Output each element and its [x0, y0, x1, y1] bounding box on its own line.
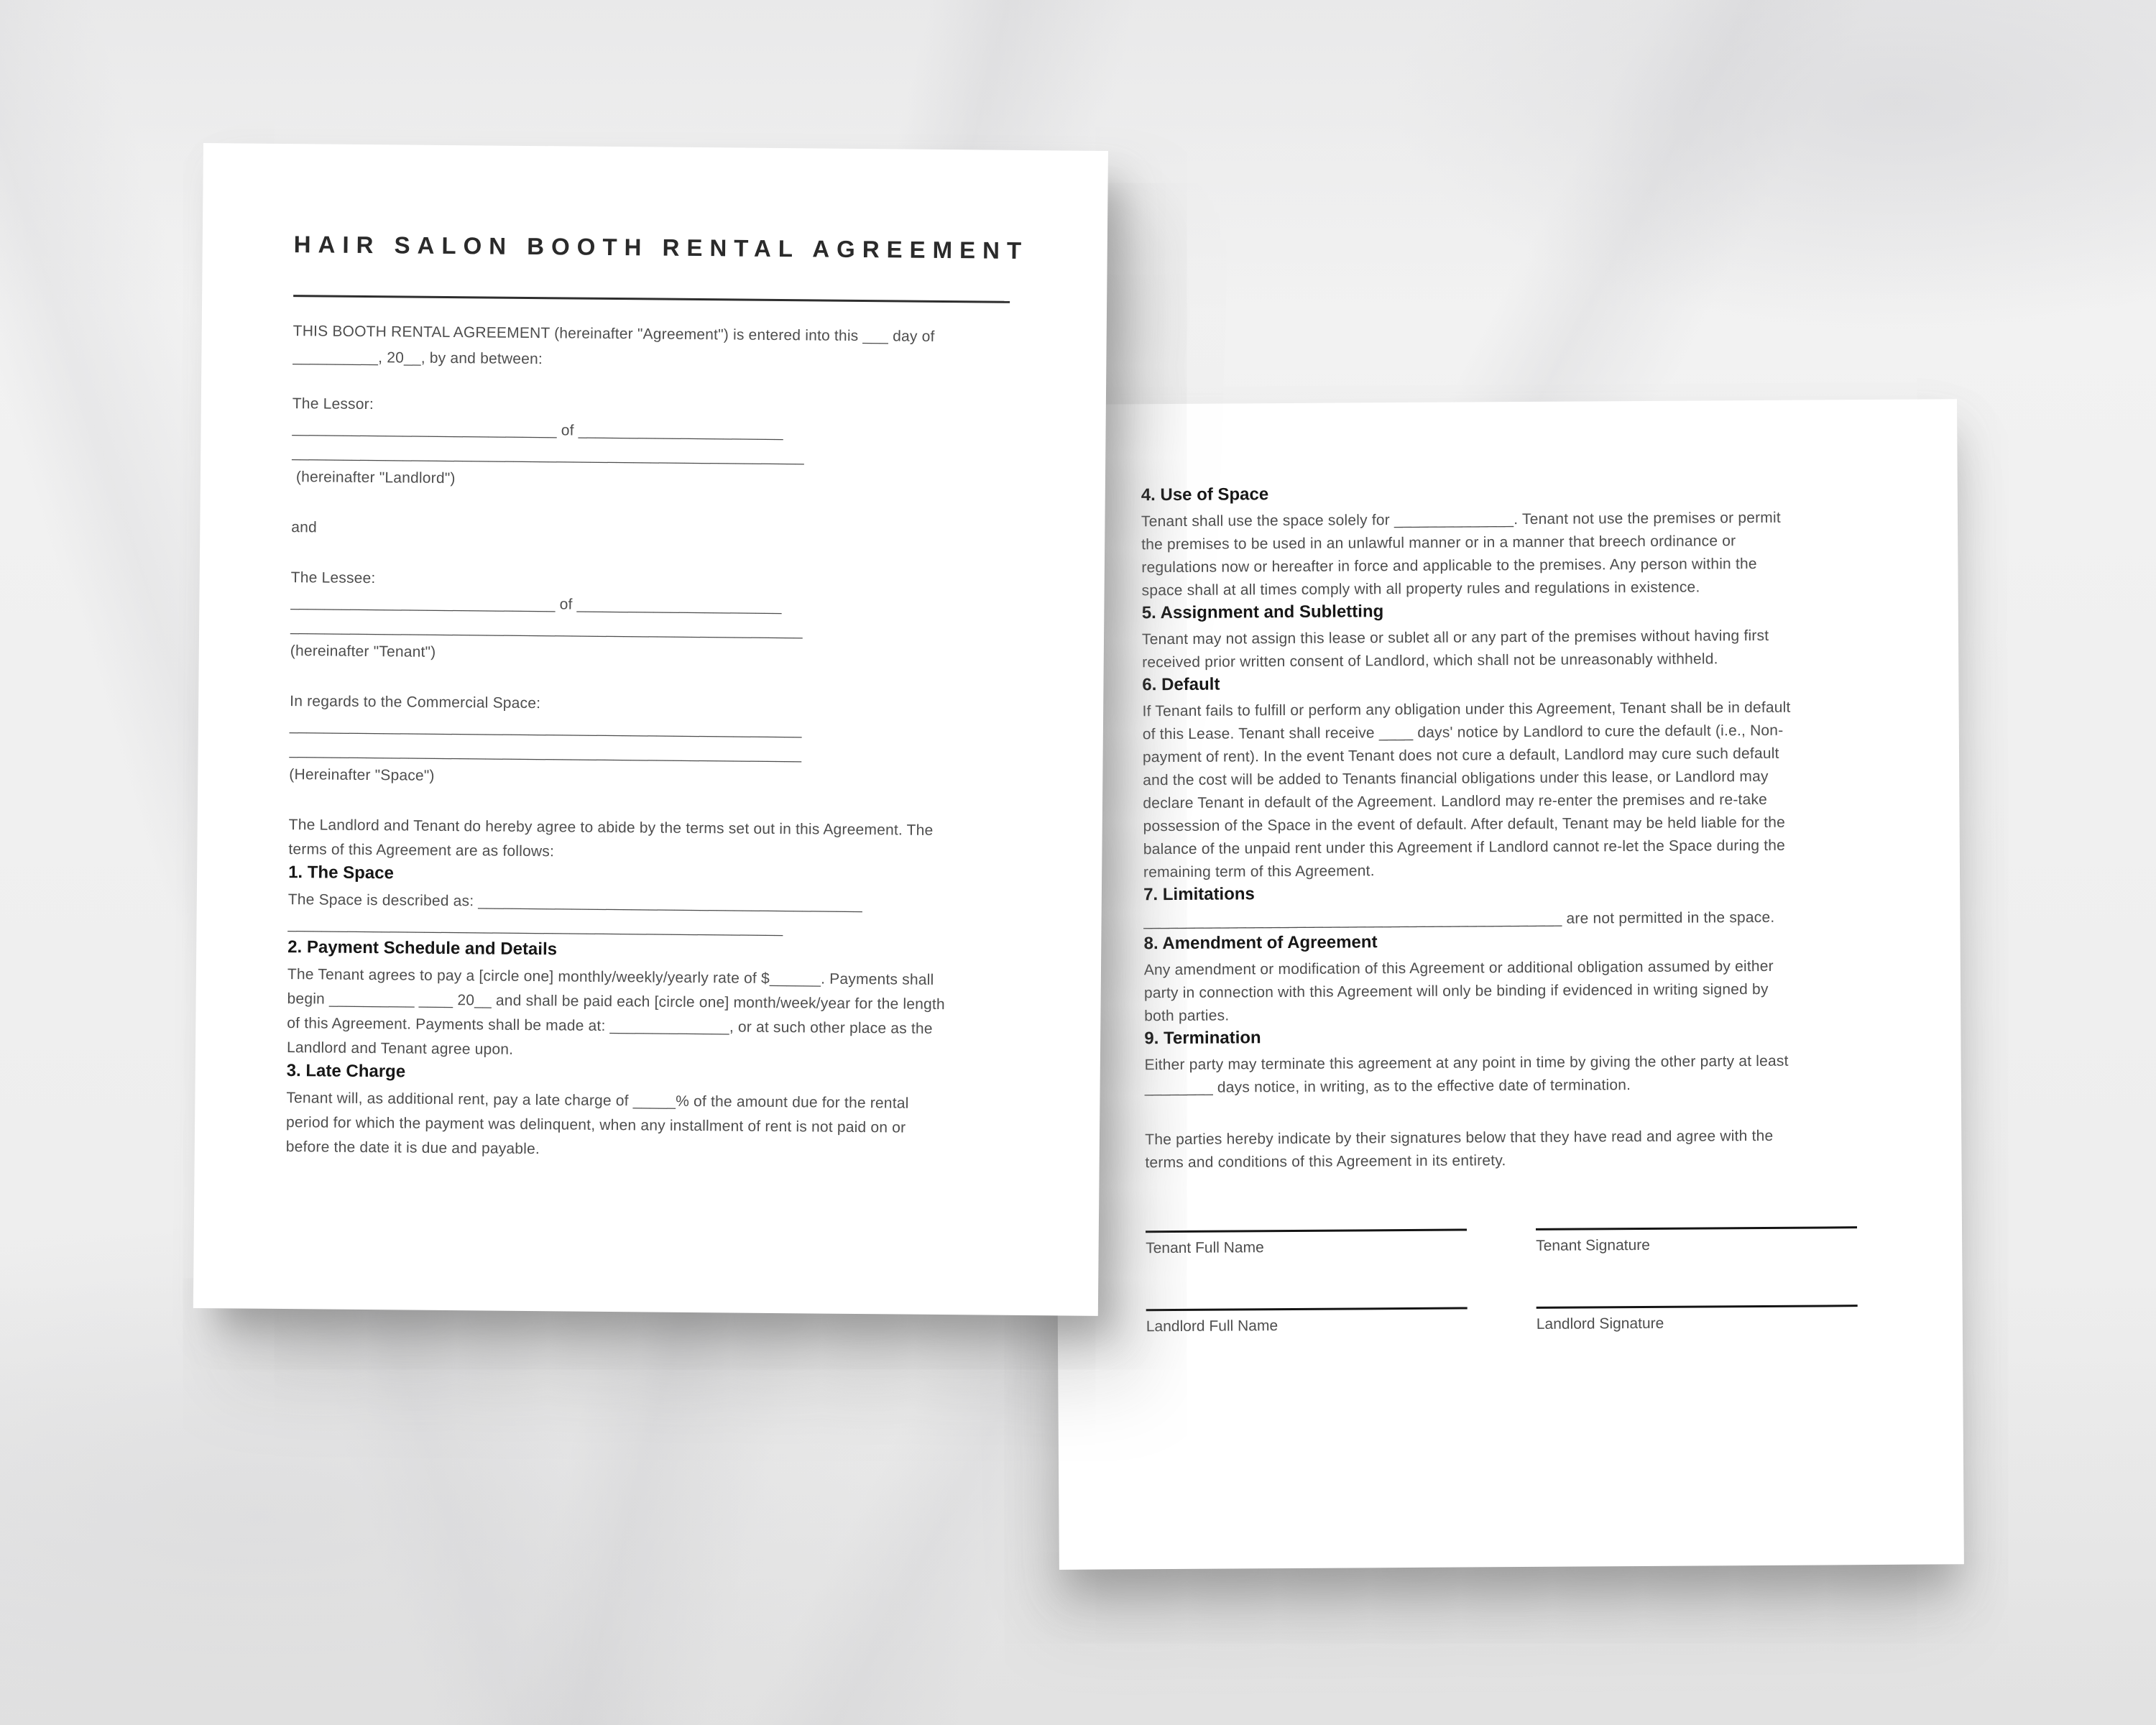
page-title: HAIR SALON BOOTH RENTAL AGREEMENT [293, 231, 1029, 264]
section-5-body: Tenant may not assign this lease or sublet all or any part of the premises without having first received prior written consent of Landlord, which shall not be unreasonably withheld. [1141, 627, 1769, 671]
section-3-body: Tenant will, as additional rent, pay a late charge of _____% of the amount due for the rental period for which the payment was delinquent, when any installment of rent is not paid on or before the date it is due and payable. [285, 1090, 909, 1158]
section-9-heading: 9. Termination [1144, 1028, 1261, 1049]
landlord-signature-label: Landlord Signature [1536, 1315, 1664, 1333]
section-8-body: Any amendment or modification of this Agreement or additional obligation assumed by either party in connection with this Agreement will only be binding if evidenced in writing signed by both parties. [1143, 957, 1774, 1025]
section-6-heading: 6. Default [1142, 674, 1220, 695]
tenant-name-signature-field [1146, 1228, 1467, 1259]
signature-block [1146, 1226, 1869, 1337]
section-2-body: The Tenant agrees to pay a [circle one] monthly/weekly/yearly rate of $______. Payments shall begin __________ ____ 20__ and shall be paid each [circle one] month/week/year for the length of this Agreement. Payments shall be made at: ______________, or at such other place as the Landlord and Tenant agree upon. [286, 966, 945, 1058]
landlord-name-signature-field [1146, 1307, 1468, 1337]
landlord-signature-field [1537, 1305, 1858, 1335]
section-7-heading: 7. Limitations [1143, 884, 1255, 905]
section-1-heading: 1. The Space [288, 862, 394, 883]
page-2-rental-agreement [1052, 399, 1964, 1570]
page-1-rental-agreement [193, 143, 1108, 1316]
section-1-body: The Space is described as: _____________________________________________ __________________________________________________________ [287, 891, 862, 937]
tenant-name-line [1146, 1228, 1467, 1233]
section-2-heading: 2. Payment Schedule and Details [287, 937, 558, 960]
section-4-heading: 4. Use of Space [1141, 484, 1269, 505]
agreement-terms-paragraph: The Landlord and Tenant do hereby agree to abide by the terms set out in this Agreement. The terms of this Agreement are as follows: [288, 816, 934, 860]
tenant-signature-line [1536, 1226, 1857, 1230]
section-6-body: If Tenant fails to fulfill or perform any obligation under this Agreement, Tenant shall be in default of this Lease. Tenant shall receive ____ days' notice by Landlord to cure the default (i.e., Non- payment of rent). In the event Tenant does not cure a default, Landlord may cure such default and the cost will be added to Tenants financial obligations under this lease, or Landlord may declare Tenant in default of the Agreement. Landlord may re-enter the premises and re-take possession of the Space in the event of default. After default, Tenant may be held liable for the balance of the unpaid rent under this Agreement if Landlord cannot re-let the Space during the remaining term of this Agreement. [1142, 699, 1791, 881]
and-connector: and [291, 519, 318, 536]
lessee-block: The Lessee: _______________________________ of ________________________ ____________________________________________________________ (hereinafter "Tenant") [290, 569, 803, 661]
lessor-block: The Lessor: _______________________________ of ________________________ ____________________________________________________________ (hereinafter "Landlord") [291, 395, 805, 487]
tenant-signature-label: Tenant Signature [1536, 1236, 1651, 1254]
commercial-space-block: In regards to the Commercial Space: ____________________________________________________________ ____________________________________________________________ (Hereinafter "Space") [289, 693, 802, 784]
section-3-heading: 3. Late Charge [286, 1061, 406, 1082]
section-5-heading: 5. Assignment and Subletting [1141, 602, 1384, 623]
title-rule [293, 295, 1010, 303]
tenant-name-label: Tenant Full Name [1146, 1239, 1264, 1257]
tenant-signature-field [1536, 1226, 1857, 1256]
section-8-heading: 8. Amendment of Agreement [1143, 932, 1378, 954]
intro-paragraph: THIS BOOTH RENTAL AGREEMENT (hereinafter "Agreement") is entered into this ___ day of __________, 20__, by and between: [292, 323, 935, 368]
section-9-body: Either party may terminate this agreement at any point in time by giving the other party at least ________ days notice, in writing, as to the effective date of termination. [1144, 1052, 1789, 1097]
landlord-name-label: Landlord Full Name [1146, 1317, 1279, 1335]
section-4-body: Tenant shall use the space solely for ______________. Tenant not use the premises or permit the premises to be used in an unlawful manner or in a manner that breech ordinance or regulations now or hereafter in force and applicable to the premises. Any person within the space shall at all times comply with all property rules and regulations in existence. [1141, 509, 1781, 599]
landlord-name-line [1146, 1307, 1468, 1311]
closing-paragraph: The parties hereby indicate by their signatures below that they have read and agree with the terms and conditions of this Agreement in its entirety. [1145, 1127, 1774, 1172]
section-7-body: _________________________________________________ are not permitted in the space. [1143, 908, 1775, 930]
landlord-signature-line [1537, 1305, 1858, 1309]
